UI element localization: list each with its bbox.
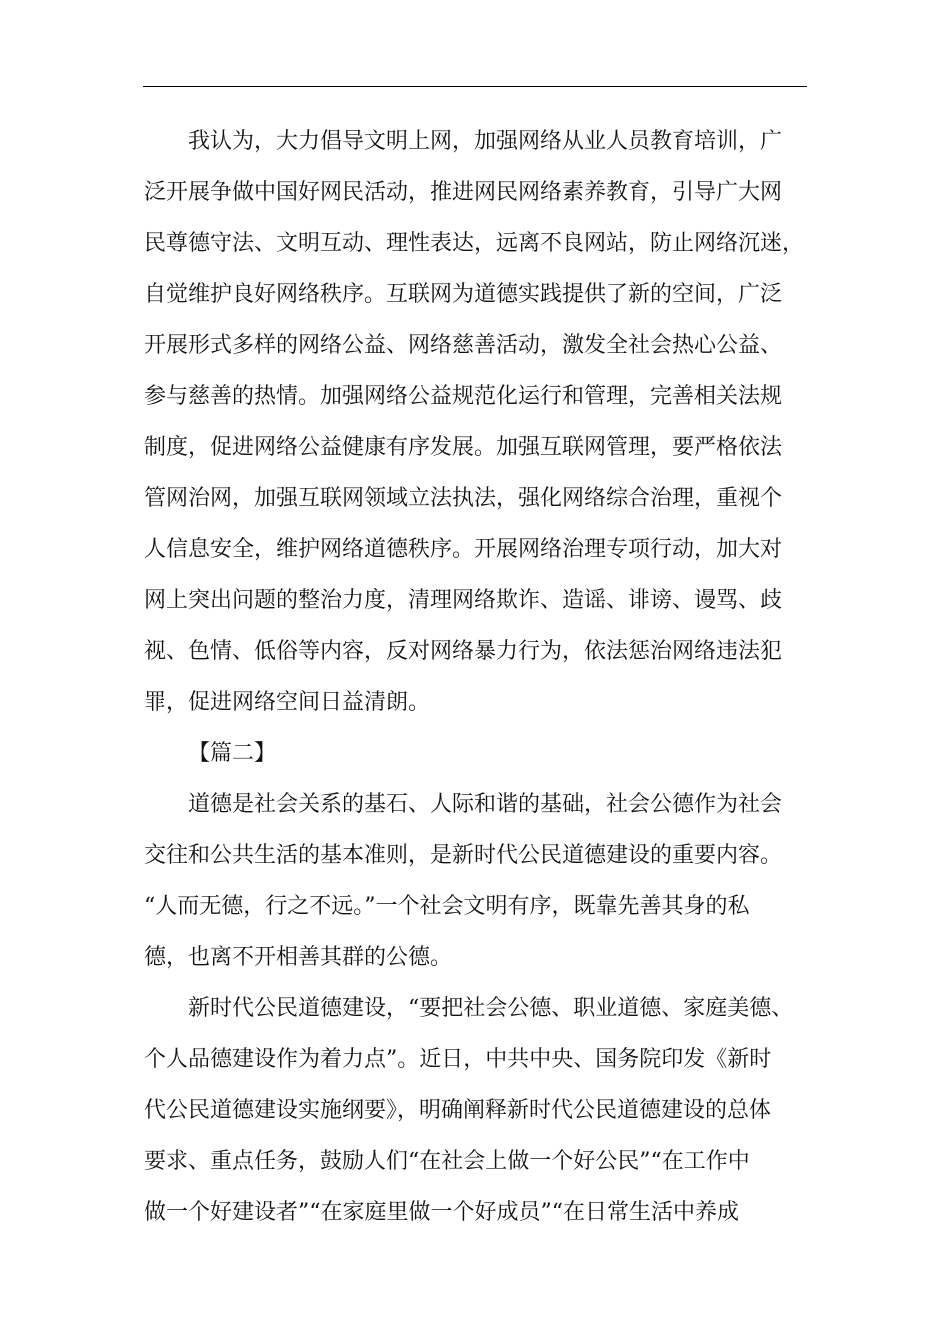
document-body (144, 116, 824, 1238)
text-line: 网上突出问题的整治力度，清理网络欺诈、造谣、诽谤、谩骂、歧 (144, 588, 783, 613)
text-line: “人而无德，行之不远。”一个社会文明有序，既靠先善其身的私 (144, 894, 750, 919)
text-line: 要求、重点任务，鼓励人们“在社会上做一个好公民”“在工作中 (144, 1149, 750, 1174)
text-line: 人信息安全，维护网络道德秩序。开展网络治理专项行动，加大对 (144, 537, 783, 562)
text-line: 新时代公民道德建设，“要把社会公德、职业道德、家庭美德、 (188, 996, 794, 1021)
text-line: 我认为，大力倡导文明上网，加强网络从业人员教育培训，广 (188, 129, 783, 154)
text-line: 视、色情、低俗等内容，反对网络暴力行为，依法惩治网络违法犯 (144, 639, 783, 664)
text-line: 开展形式多样的网络公益、网络慈善活动，激发全社会热心公益、 (144, 333, 783, 358)
section-heading: 【篇二】 (188, 741, 277, 766)
text-line: 德，也离不开相善其群的公德。 (144, 945, 453, 970)
text-line: 参与慈善的热情。加强网络公益规范化运行和管理，完善相关法规 (144, 384, 783, 409)
text-line: 民尊德守法、文明互动、理性表达，远离不良网站，防止网络沉迷， (144, 231, 805, 256)
text-line: 制度，促进网络公益健康有序发展。加强互联网管理，要严格依法 (144, 435, 783, 460)
text-line: 交往和公共生活的基本准则，是新时代公民道德建设的重要内容。 (144, 843, 783, 868)
text-line: 泛开展争做中国好网民活动，推进网民网络素养教育，引导广大网 (144, 180, 783, 205)
text-line: 罪，促进网络空间日益清朗。 (144, 690, 431, 715)
text-line: 道德是社会关系的基石、人际和谐的基础，社会公德作为社会 (188, 792, 783, 817)
text-line: 做一个好建设者”“在家庭里做一个好成员”“在日常生活中养成 (144, 1200, 739, 1225)
header-rule (143, 86, 807, 87)
text-line: 管网治网，加强互联网领域立法执法，强化网络综合治理，重视个 (144, 486, 783, 511)
text-line: 个人品德建设作为着力点”。近日，中共中央、国务院印发《新时 (144, 1047, 772, 1072)
text-line: 代公民道德建设实施纲要》，明确阐释新时代公民道德建设的总体 (144, 1098, 772, 1123)
text-line: 自觉维护良好网络秩序。互联网为道德实践提供了新的空间，广泛 (144, 282, 783, 307)
